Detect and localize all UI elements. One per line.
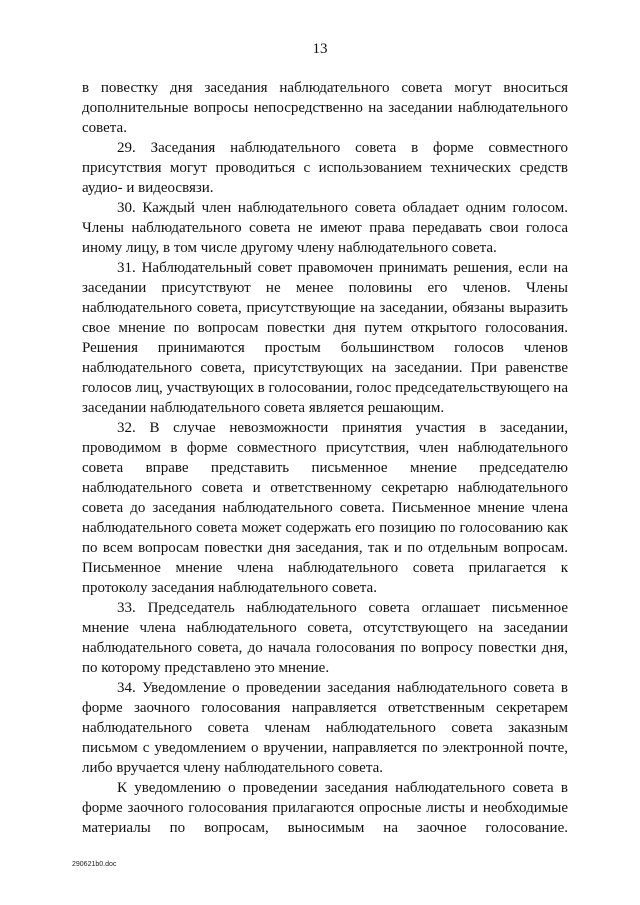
document-body: [82, 78, 568, 838]
paragraph-32: 32. В случае невозможности принятия участия в заседании, проводимом в форме совместного присутствия, член наблюдательного совета вправе представить письменное мнение председателю наблюдательного совета и ответственному секретарю наблюдательного совета до заседания наблюдательного совета. Письменное мнение члена наблюдательного совета может содержать его позицию по голосованию как по всем вопросам повестки дня заседания, так и по отдельным вопросам. Письменное мнение члена наблюдательного совета прилагается к протоколу заседания наблюдательного совета.: [82, 420, 568, 596]
paragraph-30: 30. Каждый член наблюдательного совета обладает одним голосом. Члены наблюдательного совета не имеют права передавать свои голоса иному лицу, в том числе другому члену наблюдательного совета.: [82, 200, 568, 256]
paragraph-33: 33. Председатель наблюдательного совета оглашает письменное мнение члена наблюдательного совета, отсутствующего на заседании наблюдательного совета, до начала голосования по вопросу повестки дня, по которому представлено это мнение.: [82, 600, 568, 676]
paragraph-continuation: в повестку дня заседания наблюдательного совета могут вноситься дополнительные вопросы непосредственно на заседании наблюдательного совета.: [82, 80, 568, 136]
paragraph-31: 31. Наблюдательный совет правомочен принимать решения, если на заседании присутствуют не менее половины его членов. Члены наблюдательного совета, присутствующие на заседании, обязаны выразить свое мнение по вопросам повестки дня путем открытого голосования. Решения принимаются простым большинством голосов членов наблюдательного совета, присутствующих на заседании. При равенстве голосов лиц, участвующих в голосовании, голос председательствующего на заседании наблюдательного совета является решающим.: [82, 260, 568, 416]
paragraph-34: 34. Уведомление о проведении заседания наблюдательного совета в форме заочного голосования направляется ответственным секретарем наблюдательного совета членам наблюдательного совета заказным письмом с уведомлением о вручении, направляется по электронной почте, либо вручается члену наблюдательного совета.: [82, 680, 568, 776]
paragraph-34-continuation: К уведомлению о проведении заседания наблюдательного совета в форме заочного голосования прилагаются опросные листы и необходимые материалы по вопросам, выносимым на заочное голосование.: [82, 780, 568, 836]
page-number: 13: [312, 41, 328, 57]
footer-document-code: 290621b0.doc: [72, 861, 117, 868]
paragraph-29: 29. Заседания наблюдательного совета в форме совместного присутствия могут проводиться с использованием технических средств аудио- и видеосвязи.: [82, 140, 568, 196]
